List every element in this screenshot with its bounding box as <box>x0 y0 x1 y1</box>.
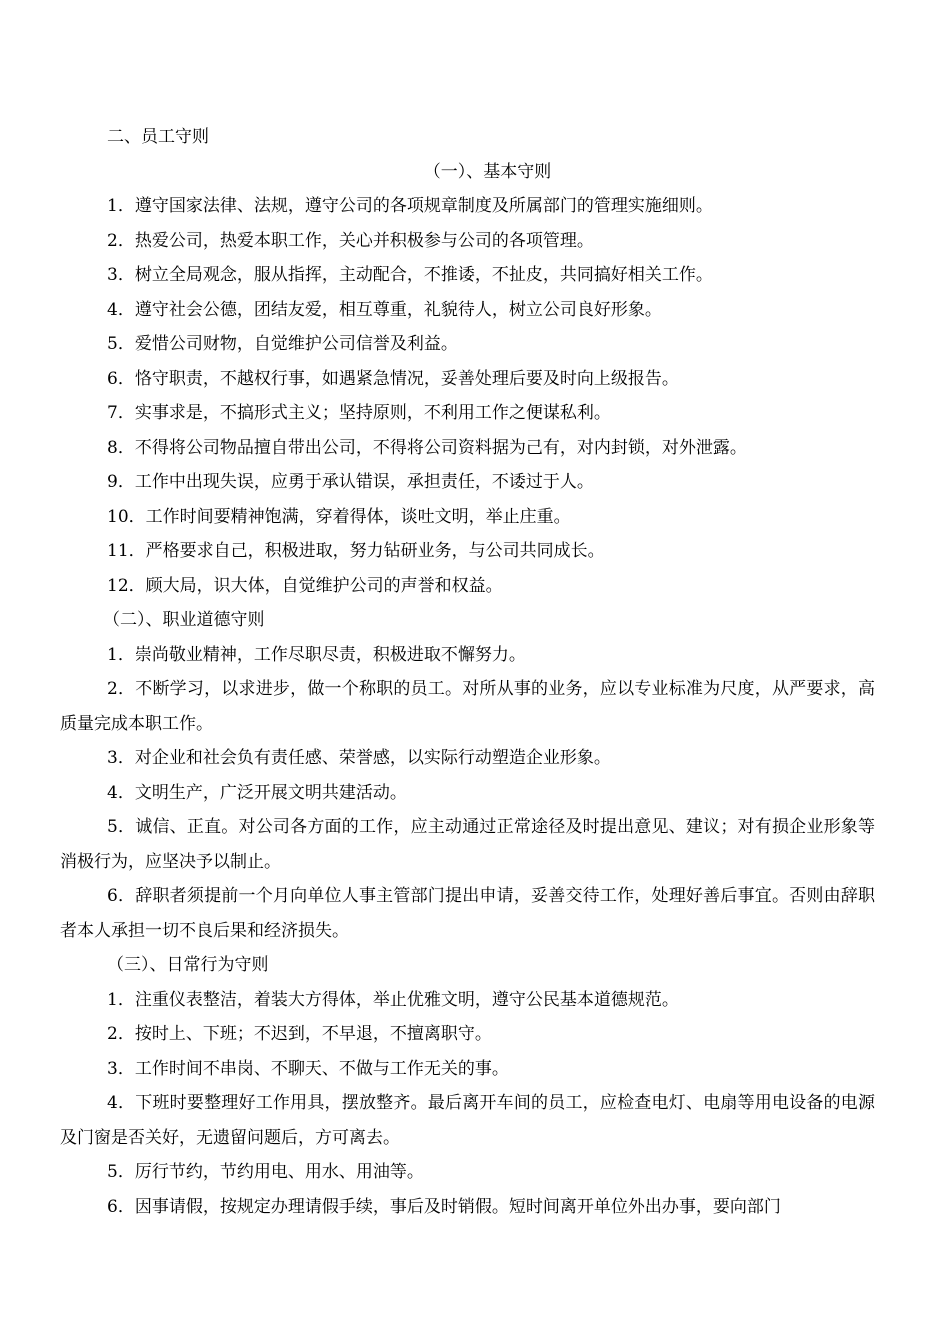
rule-item: 2．不断学习，以求进步，做一个称职的员工。对所从事的业务，应以专业标准为尺度，从严要求，高质量完成本职工作。 <box>60 679 875 734</box>
rule-item: 5．诚信、正直。对公司各方面的工作，应主动通过正常途径及时提出意见、建议；对有损企业形象等消极行为，应坚决予以制止。 <box>60 817 875 872</box>
rule-item: 8．不得将公司物品擅自带出公司，不得将公司资料据为己有，对内封锁，对外泄露。 <box>107 437 747 458</box>
rule-item: 2．按时上、下班；不迟到，不早退，不擅离职守。 <box>107 1024 492 1044</box>
rule-item: 3．工作时间不串岗、不聊天、不做与工作无关的事。 <box>107 1058 509 1079</box>
chapter-title: 二、员工守则 <box>107 127 209 147</box>
rule-item: 12．顾大局，识大体，自觉维护公司的声誉和权益。 <box>107 575 503 596</box>
rule-item: 6．辞职者须提前一个月向单位人事主管部门提出申请，妥善交待工作，处理好善后事宜。否则由辞职者本人承担一切不良后果和经济损失。 <box>60 886 875 941</box>
rule-item: 6．恪守职责，不越权行事，如遇紧急情况，妥善处理后要及时向上级报告。 <box>107 368 679 389</box>
rule-item: 9．工作中出现失误，应勇于承认错误，承担责任，不诿过于人。 <box>107 472 594 492</box>
rule-item: 6．因事请假，按规定办理请假手续，事后及时销假。短时间离开单位外出办事，要向部门 <box>107 1196 781 1217</box>
section-heading-basic: （一）、基本守则 <box>423 161 552 182</box>
rule-item: 4．遵守社会公德，团结友爱，相互尊重，礼貌待人，树立公司良好形象。 <box>107 299 662 320</box>
rule-item: 7．实事求是，不搞形式主义；坚持原则，不利用工作之便谋私利。 <box>107 403 611 423</box>
rule-item: 1．注重仪表整洁，着装大方得体，举止优雅文明，遵守公民基本道德规范。 <box>107 989 679 1010</box>
rule-item: 1．崇尚敬业精神，工作尽职尽责，积极进取不懈努力。 <box>107 644 526 665</box>
rule-item: 3．对企业和社会负有责任感、荣誉感，以实际行动塑造企业形象。 <box>107 748 611 768</box>
rule-item: 11．严格要求自己，积极进取，努力钻研业务，与公司共同成长。 <box>107 541 605 561</box>
rule-item: 5．爱惜公司财物，自觉维护公司信誉及利益。 <box>107 334 458 354</box>
document-body <box>60 120 875 1224</box>
rule-item: 1．遵守国家法律、法规，遵守公司的各项规章制度及所属部门的管理实施细则。 <box>107 196 713 216</box>
rule-item: 5．厉行节约，节约用电、用水、用油等。 <box>107 1162 424 1182</box>
rule-item: 2．热爱公司，热爱本职工作，关心并积极参与公司的各项管理。 <box>107 230 594 251</box>
section-heading-ethics: （二）、职业道德守则 <box>103 610 265 630</box>
rule-item: 4．文明生产，广泛开展文明共建活动。 <box>107 782 407 803</box>
rule-item: 3．树立全局观念，服从指挥，主动配合，不推诿，不扯皮，共同搞好相关工作。 <box>107 265 713 285</box>
section-heading-daily: （三）、日常行为守则 <box>107 955 269 975</box>
rule-item: 10．工作时间要精神饱满，穿着得体，谈吐文明，举止庄重。 <box>107 506 571 527</box>
rule-item: 4．下班时要整理好工作用具，摆放整齐。最后离开车间的员工，应检查电灯、电扇等用电设备的电源及门窗是否关好，无遗留问题后，方可离去。 <box>60 1093 875 1148</box>
